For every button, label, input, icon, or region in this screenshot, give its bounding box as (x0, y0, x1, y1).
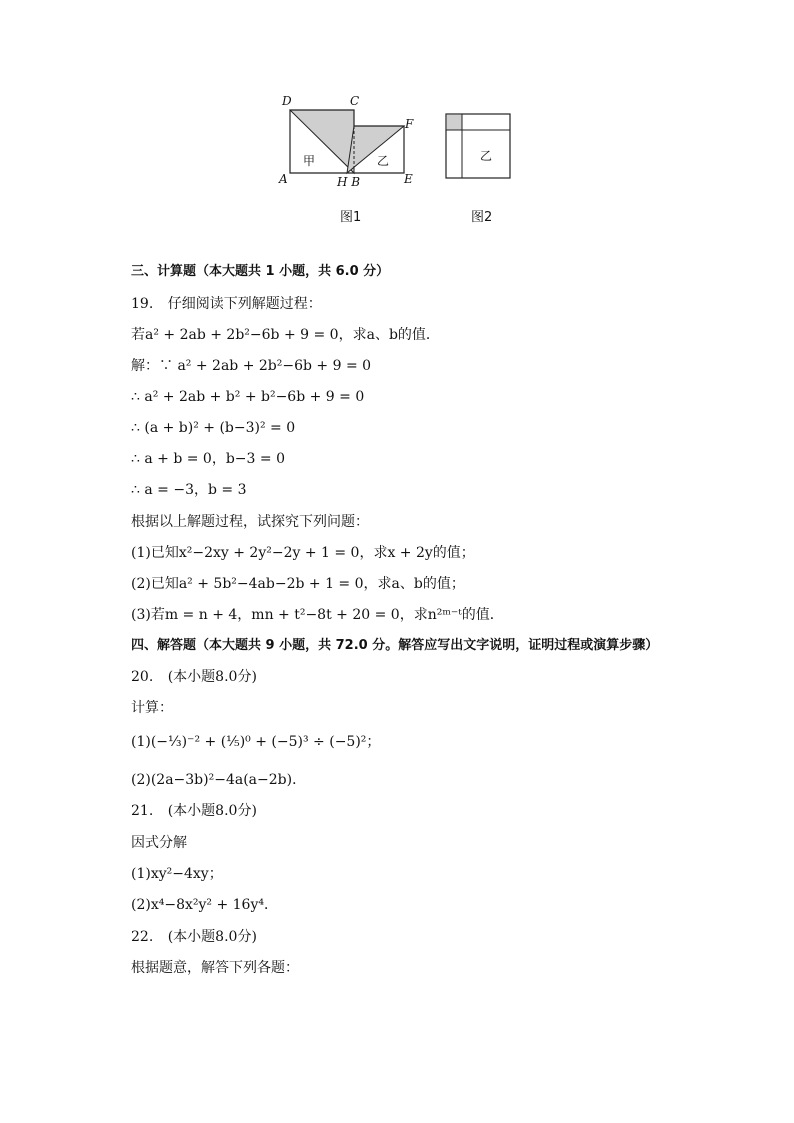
shaded-triangle-jia (290, 110, 354, 173)
label-yi-fig1: 乙 (377, 154, 390, 168)
q19-part-2: (2)已知a² + 5b²−4ab−2b + 1 = 0，求a、b的值； (131, 576, 465, 592)
q19-task: 根据以上解题过程，试探究下列问题： (131, 514, 369, 530)
q22-instruction: 根据题意，解答下列各题： (131, 960, 299, 976)
figure-2-caption: 图2 (471, 210, 493, 225)
q19-solution-step-1: 解：∵ a² + 2ab + 2b²−6b + 9 = 0 (131, 358, 372, 374)
shaded-triangle-yi (347, 126, 404, 173)
q21-score: (本小题8.0分) (167, 803, 257, 819)
q19-header (131, 294, 322, 314)
q19-solution-step-3: ∴ (a + b)² + (b−3)² = 0 (131, 420, 296, 436)
q21-header (131, 801, 257, 821)
q20-score: (本小题8.0分) (167, 669, 257, 685)
label-c: C (350, 94, 360, 108)
q20-part-1: (1)(−⅓)⁻² + (⅕)⁰ + (−5)³ ÷ (−5)²； (131, 734, 381, 750)
q19-part-1: (1)已知x²−2xy + 2y²−2y + 1 = 0，求x + 2y的值； (131, 545, 475, 561)
q19-given: 若a² + 2ab + 2b²−6b + 9 = 0，求a、b的值． (131, 327, 440, 343)
q20-header (131, 667, 257, 687)
q19-solution-step-4: ∴ a + b = 0，b−3 = 0 (131, 451, 285, 467)
q21-number: 21. (131, 803, 154, 819)
q22-header (131, 927, 257, 947)
label-yi-fig2: 乙 (480, 149, 493, 163)
q21-part-2: (2)x⁴−8x²y² + 16y⁴． (131, 897, 278, 913)
q19-number: 19. (131, 296, 154, 312)
q21-instruction: 因式分解 (131, 835, 187, 851)
small-shaded-square (446, 114, 462, 130)
q22-score: (本小题8.0分) (167, 929, 257, 945)
q19-part-3: (3)若m = n + 4，mn + t²−8t + 20 = 0，求n²ᵐ⁻ᵗ的值． (131, 607, 504, 623)
label-f: F (405, 117, 414, 131)
label-a: A (279, 172, 288, 186)
label-d: D (282, 94, 292, 108)
label-e: E (404, 172, 413, 186)
q19-solution-step-2: ∴ a² + 2ab + b² + b²−6b + 9 = 0 (131, 389, 365, 405)
label-hb: H B (337, 175, 361, 189)
q22-number: 22. (131, 929, 154, 945)
q21-part-1: (1)xy²−4xy； (131, 866, 223, 882)
label-jia: 甲 (303, 154, 316, 168)
section-4-heading: 四、解答题（本大题共 9 小题，共 72.0 分。解答应写出文字说明，证明过程或演算步骤） (131, 638, 659, 653)
q20-number: 20. (131, 669, 154, 685)
q19-intro: 仔细阅读下列解题过程： (167, 296, 322, 312)
q19-solution-step-5: ∴ a = −3，b = 3 (131, 482, 247, 498)
q20-instruction: 计算： (131, 700, 173, 716)
figure-2-diagram (444, 112, 514, 182)
figure-1-caption: 图1 (340, 210, 362, 225)
q20-part-2: (2)(2a−3b)²−4a(a−2b)． (131, 772, 307, 788)
section-3-heading: 三、计算题（本大题共 1 小题，共 6.0 分） (131, 264, 390, 279)
